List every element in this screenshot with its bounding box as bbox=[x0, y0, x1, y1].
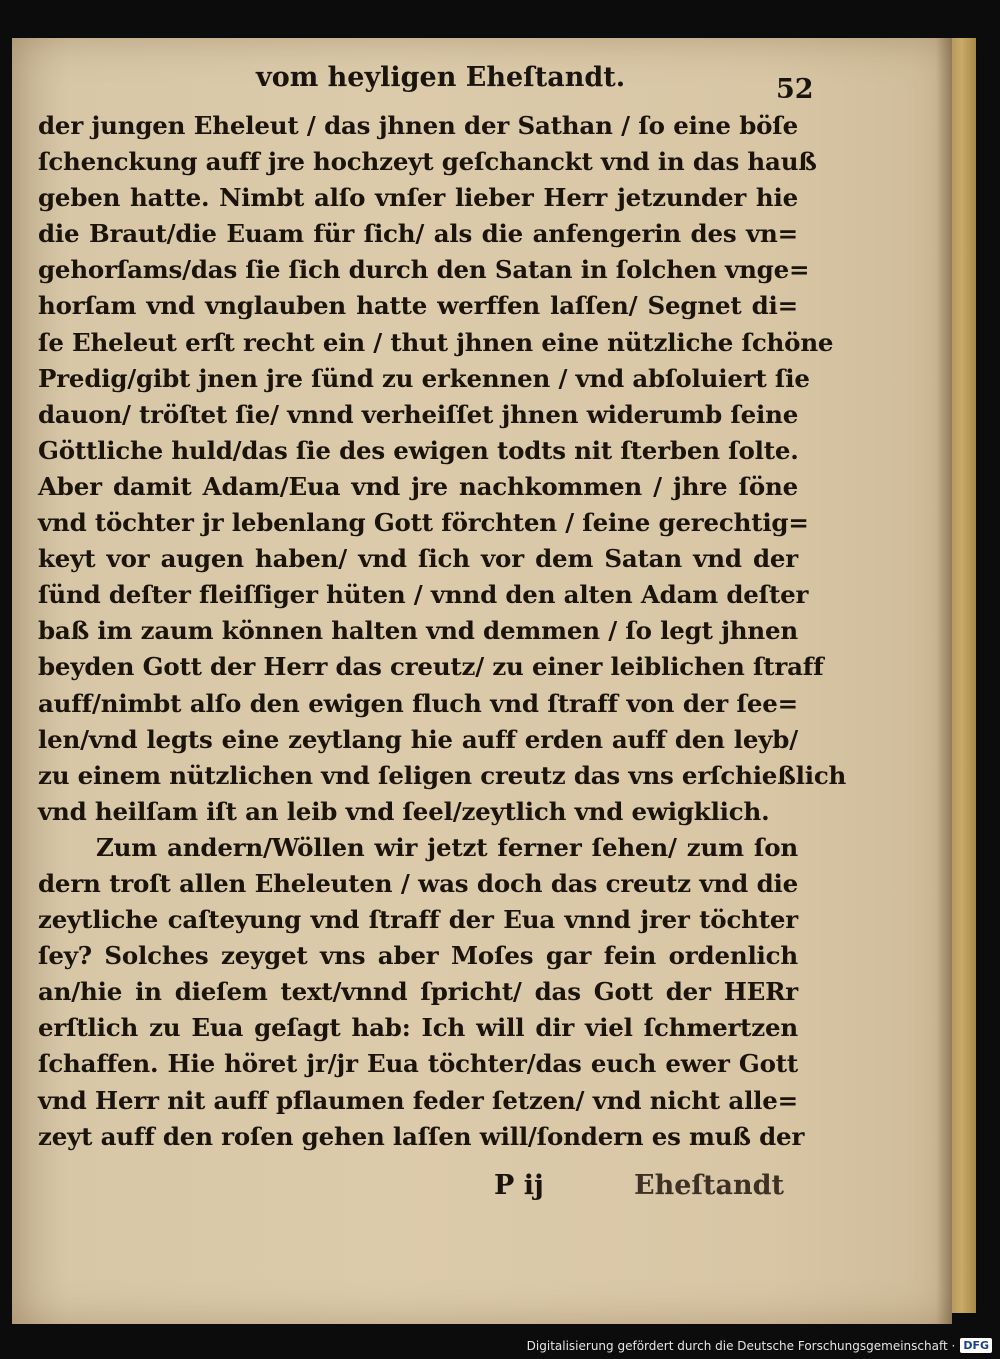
text-line: beyden Gott der Herr das creutz/ zu einer leiblichen ſtraff bbox=[38, 652, 824, 682]
text-line: Predig/gibt jnen jre ſünd zu erkennen / vnd abſoluiert ſie bbox=[38, 363, 810, 393]
signature-line bbox=[494, 1170, 794, 1210]
text-line: vnd Herr nit auff pflaumen feder ſetzen/ vnd nicht alle= bbox=[38, 1085, 798, 1115]
text-line: zeytliche caſteyung vnd ſtraff der Eua vnnd jrer töchter bbox=[38, 905, 798, 935]
text-line: dauon/ tröſtet ſie/ vnnd verheiſſet jhnen widerumb ſeine bbox=[38, 399, 799, 429]
catchword: Eheſtandt bbox=[634, 1170, 784, 1201]
page-edge bbox=[952, 38, 976, 1313]
text-line: ſchenckung auff jre hochzeyt geſchanckt vnd in das hauß bbox=[38, 147, 817, 177]
text-line: auff/nimbt alſo den ewigen fluch vnd ſtraff von der ſee= bbox=[38, 688, 798, 718]
running-head: vom heyligen Eheſtandt. bbox=[256, 62, 626, 93]
text-line: dern troſt allen Eheleuten / was doch das creutz vnd die bbox=[38, 868, 798, 898]
dfg-logo: DFG bbox=[960, 1338, 992, 1353]
text-line: Aber damit Adam/Eua vnd jre nachkommen / jhre ſöne bbox=[38, 471, 798, 501]
text-line: an/hie in dieſem text/vnnd ſpricht/ das Gott der HERr bbox=[38, 977, 798, 1007]
body-text bbox=[38, 108, 847, 1155]
text-line: geben hatte. Nimbt alſo vnſer lieber Herr jetzunder hie bbox=[38, 183, 798, 213]
text-line: zeyt auff den roſen gehen laſſen will/ſondern es muß der bbox=[38, 1121, 805, 1151]
text-line: die Braut/die Euam für ſich/ als die anfengerin des vn= bbox=[38, 219, 798, 249]
footer-credit bbox=[527, 1338, 992, 1353]
text-line: zu einem nützlichen vnd ſeligen creutz das vns erſchießlich bbox=[38, 760, 847, 790]
text-line: len/vnd legts eine zeytlang hie auff erden auff den leyb/ bbox=[38, 724, 798, 754]
text-line: ſünd deſter fleiſſiger hüten / vnnd den alten Adam deſter bbox=[38, 580, 809, 610]
text-line: keyt vor augen haben/ vnd ſich vor dem Satan vnd der bbox=[38, 544, 798, 574]
text-line: vnd heilſam iſt an leib vnd ſeel/zeytlich vnd ewigklich. bbox=[38, 796, 770, 826]
signature-mark: P ij bbox=[494, 1170, 544, 1201]
text-line: ſchaffen. Hie höret jr/jr Eua töchter/das euch ewer Gott bbox=[38, 1049, 798, 1079]
text-line: ſe Eheleut erſt recht ein / thut jhnen eine nützliche ſchöne bbox=[38, 327, 834, 357]
text-line-paragraph-start: Zum andern/Wöllen wir jetzt ferner ſehen/ zum ſon bbox=[96, 832, 798, 862]
page-gutter-shadow bbox=[936, 38, 952, 1324]
text-line: erſtlich zu Eua geſagt hab: Ich will dir viel ſchmertzen bbox=[38, 1013, 798, 1043]
text-line: baß im zaum können halten vnd demmen / ſo legt jhnen bbox=[38, 616, 798, 646]
text-line: der jungen Eheleut / das jhnen der Sathan / ſo eine böſe bbox=[38, 111, 798, 140]
footer-text: Digitalisierung gefördert durch die Deutsche Forschungsgemeinschaft · bbox=[526, 1338, 956, 1353]
text-line: gehorſams/das ſie ſich durch den Satan in ſolchen vnge= bbox=[38, 255, 810, 285]
text-line: Göttliche huld/das ſie des ewigen todts nit ſterben ſolte. bbox=[38, 435, 799, 465]
text-line: vnd töchter jr lebenlang Gott förchten / ſeine gerechtig= bbox=[38, 508, 809, 538]
text-line: ſey? Solches zeyget vns aber Moſes gar fein ordenlich bbox=[38, 941, 798, 971]
text-line: horſam vnd vnglauben hatte werffen laſſen/ Segnet di= bbox=[38, 291, 798, 321]
page-number: 52 bbox=[776, 74, 814, 105]
